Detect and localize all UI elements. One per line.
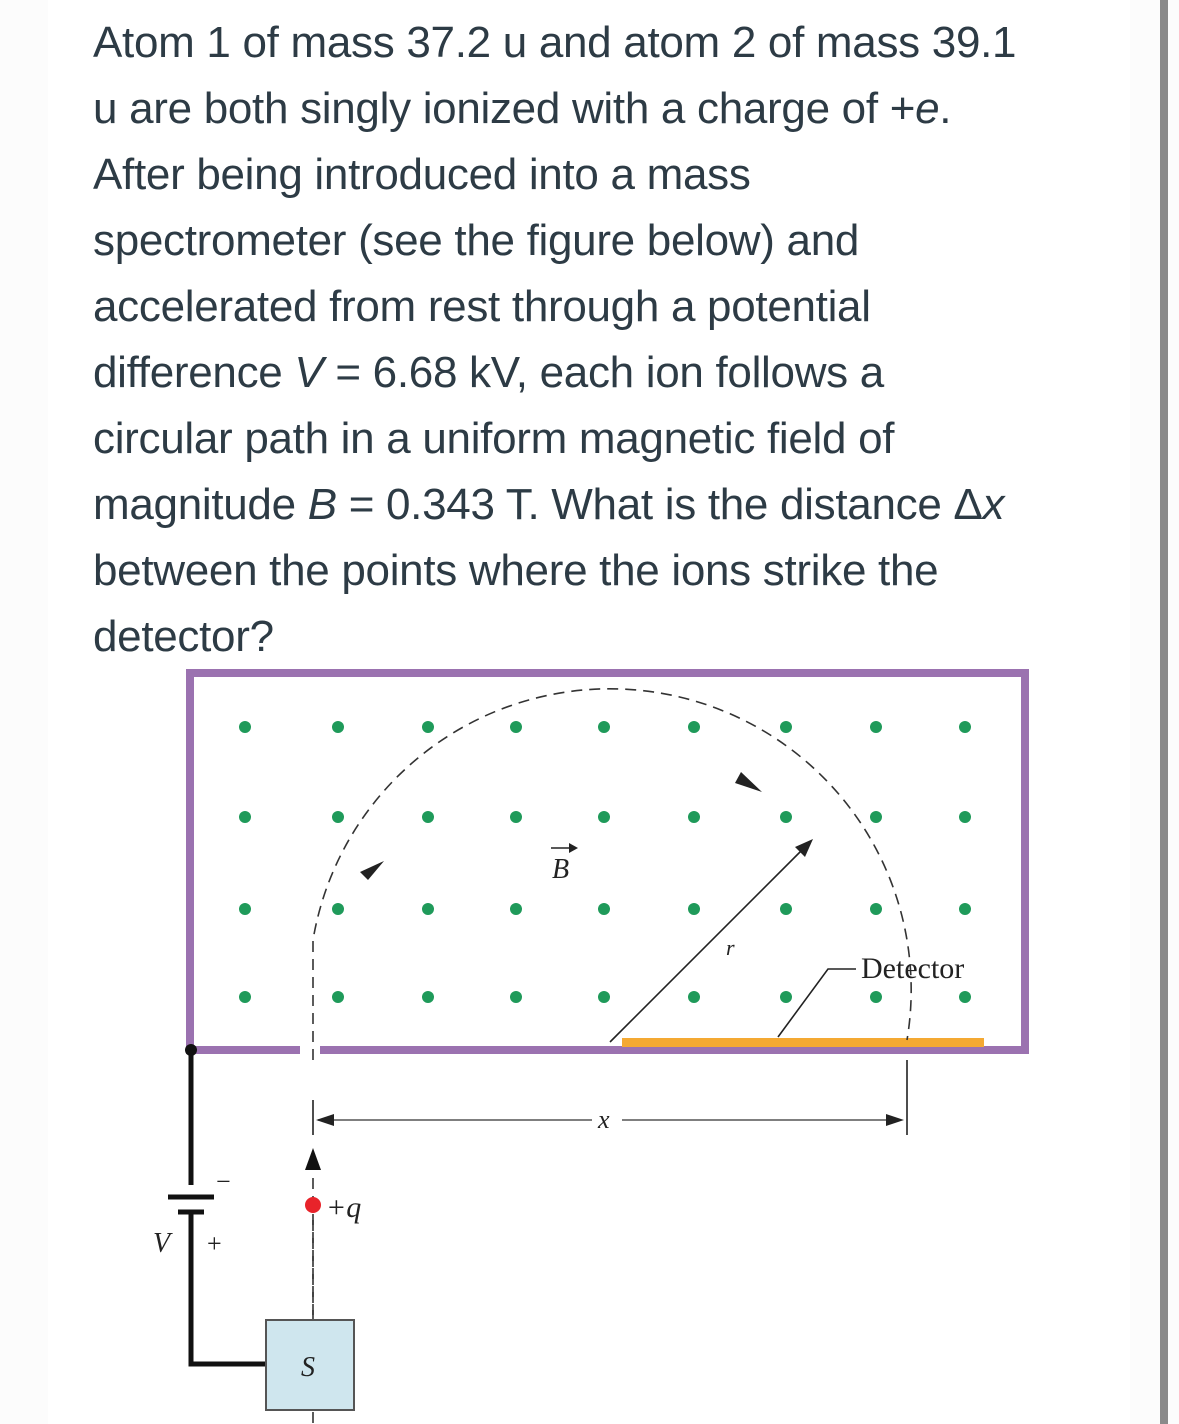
field-dot: [332, 721, 344, 733]
distance-arrow-right: [886, 1114, 904, 1126]
field-dot: [870, 991, 882, 1003]
question-line-4: spectrometer (see the figure below) and: [93, 216, 860, 265]
field-dot: [870, 721, 882, 733]
ion-particle: [305, 1197, 321, 1213]
detector-leader-line: [778, 969, 856, 1037]
field-dot: [510, 811, 522, 823]
field-dot: [510, 991, 522, 1003]
question-line-10: detector?: [93, 612, 274, 661]
field-dot: [780, 991, 792, 1003]
field-dot: [959, 811, 971, 823]
battery-minus-label: −: [216, 1167, 231, 1196]
field-dot: [688, 811, 700, 823]
question-line-3: After being introduced into a mass: [93, 150, 751, 199]
battery-plus-label: +: [207, 1229, 222, 1258]
question-line-5: accelerated from rest through a potential: [93, 282, 871, 331]
distance-label: x: [598, 1105, 610, 1134]
radius-label: r: [726, 935, 735, 960]
scrollbar-track[interactable]: [1160, 0, 1168, 1424]
field-dot: [332, 903, 344, 915]
question-text: [93, 10, 1083, 670]
trajectory-arrow-1: [360, 861, 384, 880]
field-dot: [422, 721, 434, 733]
field-dot: [688, 991, 700, 1003]
question-line-7: circular path in a uniform magnetic field of: [93, 414, 895, 463]
field-dot: [510, 903, 522, 915]
field-dot: [780, 811, 792, 823]
field-dot: [598, 721, 610, 733]
field-dot: [422, 991, 434, 1003]
detector-label: Detector: [861, 952, 965, 985]
voltage-label: V: [153, 1228, 171, 1259]
charge-label: +q: [326, 1191, 362, 1224]
field-dot: [332, 811, 344, 823]
field-dot: [780, 903, 792, 915]
question-line-9: between the points where the ions strike the: [93, 546, 939, 595]
field-dot: [598, 991, 610, 1003]
question-line-2: u are both singly ionized with a charge of +e.: [93, 84, 952, 133]
radius-line: [610, 844, 808, 1042]
field-dot: [598, 811, 610, 823]
question-line-6: difference V = 6.68 kV, each ion follows a: [93, 348, 884, 397]
field-dot: [239, 721, 251, 733]
question-line-8: magnitude B = 0.343 T. What is the distance Δx: [93, 480, 1005, 529]
field-dot: [959, 721, 971, 733]
field-dot: [780, 721, 792, 733]
field-dot: [870, 811, 882, 823]
field-dot: [332, 991, 344, 1003]
detector-plate: [622, 1038, 984, 1047]
mass-spectrometer-figure: [0, 660, 1160, 1424]
field-dot: [239, 903, 251, 915]
field-dot: [422, 903, 434, 915]
field-label: B: [552, 854, 570, 885]
field-dot: [959, 991, 971, 1003]
ion-trajectory: [313, 689, 911, 1060]
field-vector-arrowhead: [569, 843, 578, 853]
trajectory-arrow-2: [735, 772, 762, 792]
circuit-wire-bottom: [191, 1212, 266, 1364]
field-dot: [688, 903, 700, 915]
field-dot: [959, 903, 971, 915]
question-line-1: Atom 1 of mass 37.2 u and atom 2 of mass 39.1: [93, 18, 1017, 67]
field-dot: [510, 721, 522, 733]
field-dot: [239, 991, 251, 1003]
source-label: S: [301, 1352, 315, 1383]
field-dot: [870, 903, 882, 915]
field-dot: [239, 811, 251, 823]
ion-velocity-arrow: [305, 1148, 321, 1170]
distance-arrow-left: [316, 1114, 334, 1126]
field-dot: [688, 721, 700, 733]
field-dot: [422, 811, 434, 823]
field-dot: [598, 903, 610, 915]
